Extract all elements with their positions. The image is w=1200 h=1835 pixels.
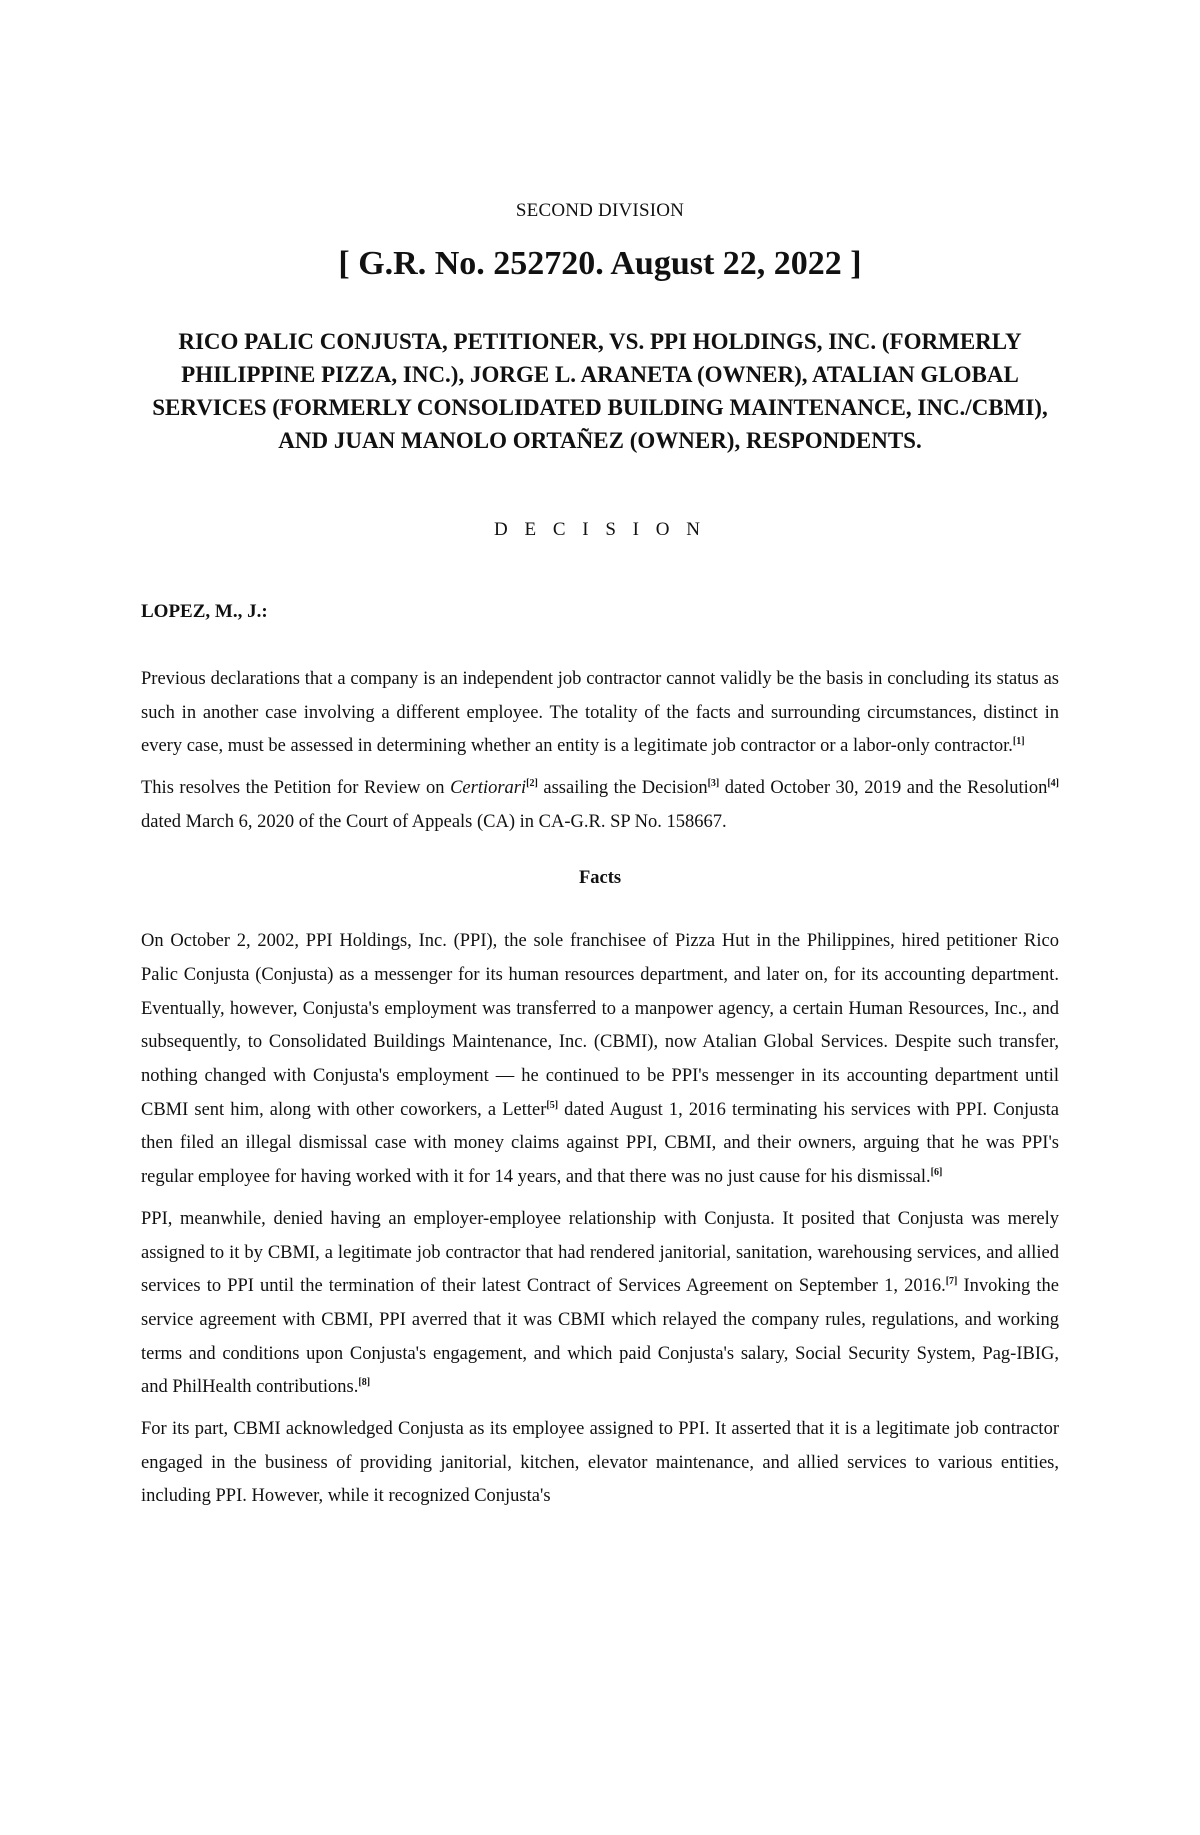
decision-body: [141, 663, 1059, 1522]
footnote-ref-5[interactable]: [5]: [546, 1099, 559, 1111]
division-label: SECOND DIVISION: [515, 200, 685, 221]
footnote-ref-7[interactable]: [7]: [945, 1276, 958, 1288]
footnote-ref-4[interactable]: [4]: [1047, 778, 1059, 790]
facts-heading: Facts: [578, 867, 622, 888]
case-number: [ G.R. No. 252720. August 22, 2022 ]: [338, 245, 862, 282]
paragraph-5: For its part, CBMI acknowledged Conjusta as its employee assigned to PPI. It asserted that it is a legitimate job contractor engaged in the business of providing janitorial, kitchen, elevator maintenance, and allied services to various entities, including PPI. However, while it recognized Conjusta's: [141, 1419, 1059, 1507]
footnote-ref-6[interactable]: [6]: [930, 1167, 943, 1179]
case-parties: RICO PALIC CONJUSTA, PETITIONER, VS. PPI HOLDINGS, INC. (FORMERLY PHILIPPINE PIZZA, INC.), JORGE L. ARANETA (OWNER), ATALIAN GLOBAL SERVICES (FORMERLY CONSOLIDATED BUILDING MAINTENANCE, INC./CBMI), AND JUAN MANOLO ORTAÑEZ (OWNER), RESPONDENTS.: [152, 329, 1048, 453]
paragraph-3: On October 2, 2002, PPI Holdings, Inc. (PPI), the sole franchisee of Pizza Hut in the Philippines, hired petitioner Rico Palic Conjusta (Conjusta) as a messenger for its human resources department, and later on, for its accounting department. Eventually, however, Conjusta's employment was transferred to a manpower agency, a certain Human Resources, Inc., and subsequently, to Consolidated Buildings Maintenance, Inc. (CBMI), now Atalian Global Services. Despite such transfer, nothing changed with Conjusta's employment — he continued to be PPI's messenger in its accounting department until CBMI sent him, along with other coworkers, a Letter[5] dated August 1, 2016 terminating his services with PPI. Conjusta then filed an illegal dismissal case with money claims against PPI, CBMI, and their owners, arguing that he was PPI's regular employee for having worked with it for 14 years, and that there was no just cause for his dismissal.[6]: [141, 931, 1059, 1188]
ponente: LOPEZ, M., J.:: [141, 601, 268, 622]
certiorari-italic: Certiorari: [450, 778, 527, 799]
paragraph-1: Previous declarations that a company is an independent job contractor cannot validly be the basis in concluding its status as such in another case involving a different employee. The totality of the facts and surrounding circumstances, distinct in every case, must be assessed in determining whether an entity is a legitimate job contractor or a labor-only contractor.[1]: [141, 669, 1059, 757]
footnote-ref-8[interactable]: [8]: [358, 1377, 371, 1389]
paragraph-2: This resolves the Petition for Review on Certiorari[2] assailing the Decision[3] dated October 30, 2019 and the Resolution[4] dated March 6, 2020 of the Court of Appeals (CA) in CA-G.R. SP No. 158667.: [141, 778, 1059, 832]
footnote-ref-1[interactable]: [1]: [1012, 736, 1025, 748]
footnote-ref-3[interactable]: [3]: [707, 778, 720, 790]
footnote-ref-2[interactable]: [2]: [526, 778, 538, 790]
paragraph-4: PPI, meanwhile, denied having an employer-employee relationship with Conjusta. It posited that Conjusta was merely assigned to it by CBMI, a legitimate job contractor that had rendered janitorial, sanitation, warehousing services, and allied services to PPI until the termination of their latest Contract of Services Agreement on September 1, 2016.[7] Invoking the service agreement with CBMI, PPI averred that it was CBMI which relayed the company rules, regulations, and working terms and conditions upon Conjusta's engagement, and which paid Conjusta's salary, Social Security System, Pag-IBIG, and PhilHealth contributions.[8]: [141, 1208, 1059, 1398]
decision-label: D E C I S I O N: [494, 519, 706, 540]
